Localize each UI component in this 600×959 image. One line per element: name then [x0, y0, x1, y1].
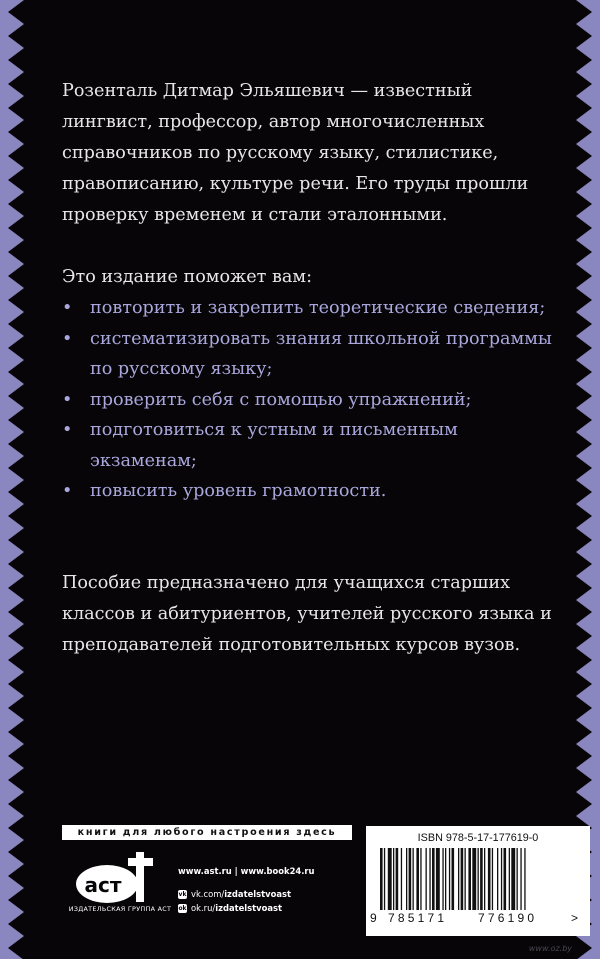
publisher-name: ИЗДАТЕЛЬСКАЯ ГРУППА АСТ — [68, 905, 172, 913]
isbn-number: ISBN 978-5-17-177619-0 — [417, 832, 539, 844]
publisher-slogan: книги для любого настроения здесь — [62, 825, 352, 840]
list-item: • повторить и закрепить теоретические сведения; — [62, 293, 562, 324]
list-item: • повысить уровень грамотности. — [62, 476, 562, 507]
bullet-icon: • — [62, 389, 73, 410]
author-bio: Розенталь Дитмар Эльяшевич — известный лингвист, профессор, автор многочисленных справочников по русскому языку, стилистике, правописанию, культуре речи. Его труды прошли проверку временем и стали эталонными. — [62, 81, 529, 225]
website-links[interactable]: www.ast.ru | www.book24.ru — [178, 866, 315, 876]
right-zigzag-border — [576, 0, 600, 959]
bullet-icon: • — [62, 481, 73, 501]
social-link-vk[interactable]: vk vk.com/ izdatelstvoast — [178, 889, 291, 899]
left-zigzag-border — [0, 0, 24, 959]
bullet-icon: • — [62, 298, 73, 318]
benefits-list — [62, 293, 562, 507]
publisher-links — [178, 866, 358, 915]
benefits-intro: Это издание поможет вам: — [62, 267, 313, 287]
vk-icon: vk — [178, 890, 187, 898]
ok-icon: ok — [178, 904, 187, 912]
watermark: www.oz.by — [528, 944, 572, 953]
target-audience: Пособие предназначено для учащихся старших классов и абитуриентов, учителей русского языка и преподавателей подготовительных курсов вузов. — [62, 573, 552, 655]
list-item: • проверить себя с помощью упражнений; — [62, 385, 562, 416]
ast-logo-icon — [73, 850, 159, 906]
barcode-icon — [380, 848, 576, 914]
bullet-icon: • — [62, 328, 73, 349]
social-link-ok[interactable]: ok ok.ru/ izdatelstvoast — [178, 903, 283, 913]
isbn-barcode-box: ISBN 978-5-17-177619-0 9 785171 776190 > — [366, 826, 590, 936]
bullet-icon: • — [62, 420, 73, 440]
list-item: • подготовиться к устным и письменным экзаменам; — [62, 415, 562, 476]
list-item: • систематизировать знания школьной программы по русскому языку; — [62, 324, 562, 385]
logo-text: аст — [84, 873, 122, 897]
